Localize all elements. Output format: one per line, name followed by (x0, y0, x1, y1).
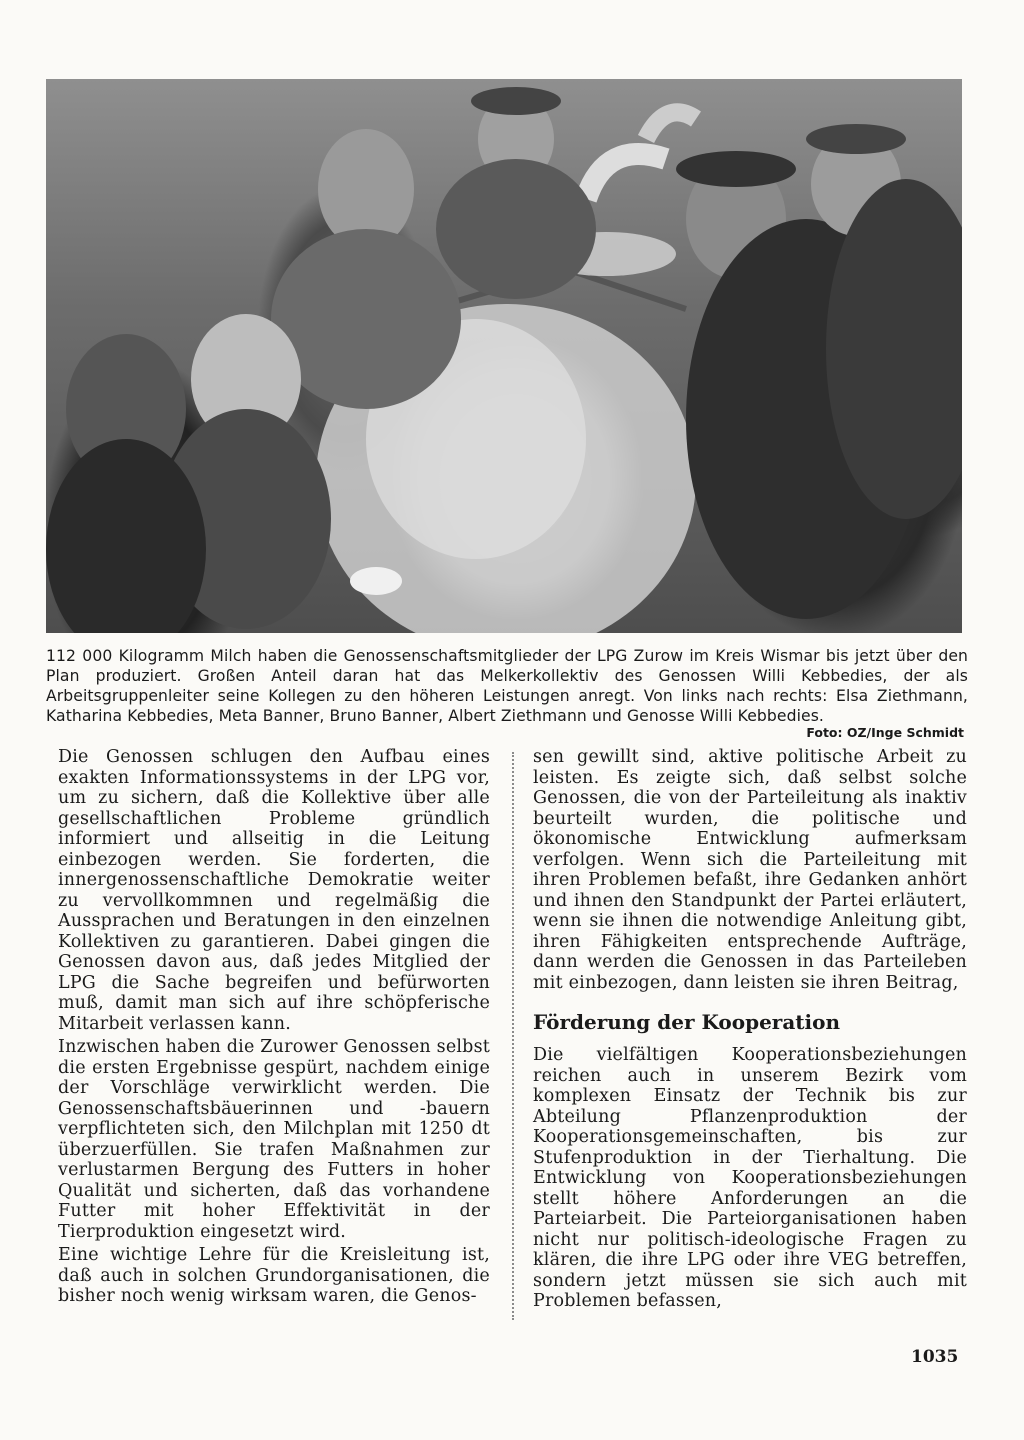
photo-credit: Foto: OZ/Inge Schmidt (806, 725, 964, 740)
paragraph: Die Genossen schlugen den Aufbau eines exakten Informationssystems in der LPG vor, um zu sichern, daß die Kollektive über alle gesellschaftlichen Probleme gründlich informiert und allseitig in die Leitung einbezogen werden. Sie forderten, die innergenossenschaftliche Demokratie weiter zu vervollkommnen und regelmäßig die Aussprachen und Beratungen in den einzelnen Kollektiven zu garantieren. Dabei gingen die Genossen davon aus, daß jedes Mitglied der LPG die Sache begreifen und befürworten muß, damit man sich auf ihre schöpferische Mitarbeit verlassen kann. (58, 747, 490, 1034)
photo-illustration (46, 79, 962, 633)
column-divider (512, 752, 514, 1320)
page-number: 1035 (911, 1347, 959, 1367)
paragraph: Die vielfältigen Kooperationsbeziehungen reichen auch in unserem Bezirk vom komplexen Einsatz der Technik bis zur Abteilung Pflanzenproduktion der Kooperationsgemeinschaften, bis zur Stufenproduktion in der Tierhaltung. Die Entwicklung von Kooperationsbeziehungen stellt höhere Anforderungen an die Parteiarbeit. Die Parteiorganisationen haben nicht nur politisch-ideologische Fragen zu klären, die ihre LPG oder ihre VEG betreffen, sondern jetzt müssen sie sich auch mit Problemen befassen, (533, 1045, 967, 1311)
photograph-icon (46, 79, 962, 633)
right-column (533, 747, 967, 1312)
left-column (58, 747, 490, 1307)
paragraph: Eine wichtige Lehre für die Kreisleitung ist, daß auch in solchen Grundorganisationen, die bisher noch wenig wirksam waren, die Genos- (58, 1245, 490, 1306)
photo-caption: 112 000 Kilogramm Milch haben die Genossenschaftsmitglieder der LPG Zurow im Kreis Wismar bis jetzt über den Plan produziert. Großen Anteil daran hat das Melkerkollektiv des Genossen Willi Kebbedies, der als Arbeitsgruppenleiter seine Kollegen zu den höheren Leistungen anregt. Von links nach rechts: Elsa Ziethmann, Katharina Kebbedies, Meta Banner, Bruno Banner, Albert Ziethmann und Genosse Willi Kebbedies. (46, 647, 968, 725)
paragraph: sen gewillt sind, aktive politische Arbeit zu leisten. Es zeigte sich, daß selbst solche Genossen, die von der Parteileitung als inaktiv beurteilt wurden, die politische und ökonomische Entwicklung aufmerksam verfolgen. Wenn sich die Parteileitung mit ihren Problemen befaßt, ihre Gedanken anhört und ihnen den Standpunkt der Partei erläutert, wenn sie ihnen die notwendige Anleitung gibt, ihren Fähigkeiten entsprechende Aufträge, dann werden die Genossen in das Parteileben mit einbezogen, dann leisten sie ihren Beitrag, (533, 747, 967, 993)
paragraph: Inzwischen haben die Zurower Genossen selbst die ersten Ergebnisse gespürt, nachdem einige der Vorschläge verwirklicht werden. Die Genossenschaftsbäuerinnen und -bauern verpflichteten sich, den Milchplan mit 1250 dt überzuerfüllen. Sie trafen Maßnahmen zur verlustarmen Bergung des Futters in hoher Qualität und sicherten, daß das vorhandene Futter mit hoher Effektivität in der Tierproduktion eingesetzt wird. (58, 1037, 490, 1242)
section-heading: Förderung der Kooperation (533, 1010, 841, 1034)
